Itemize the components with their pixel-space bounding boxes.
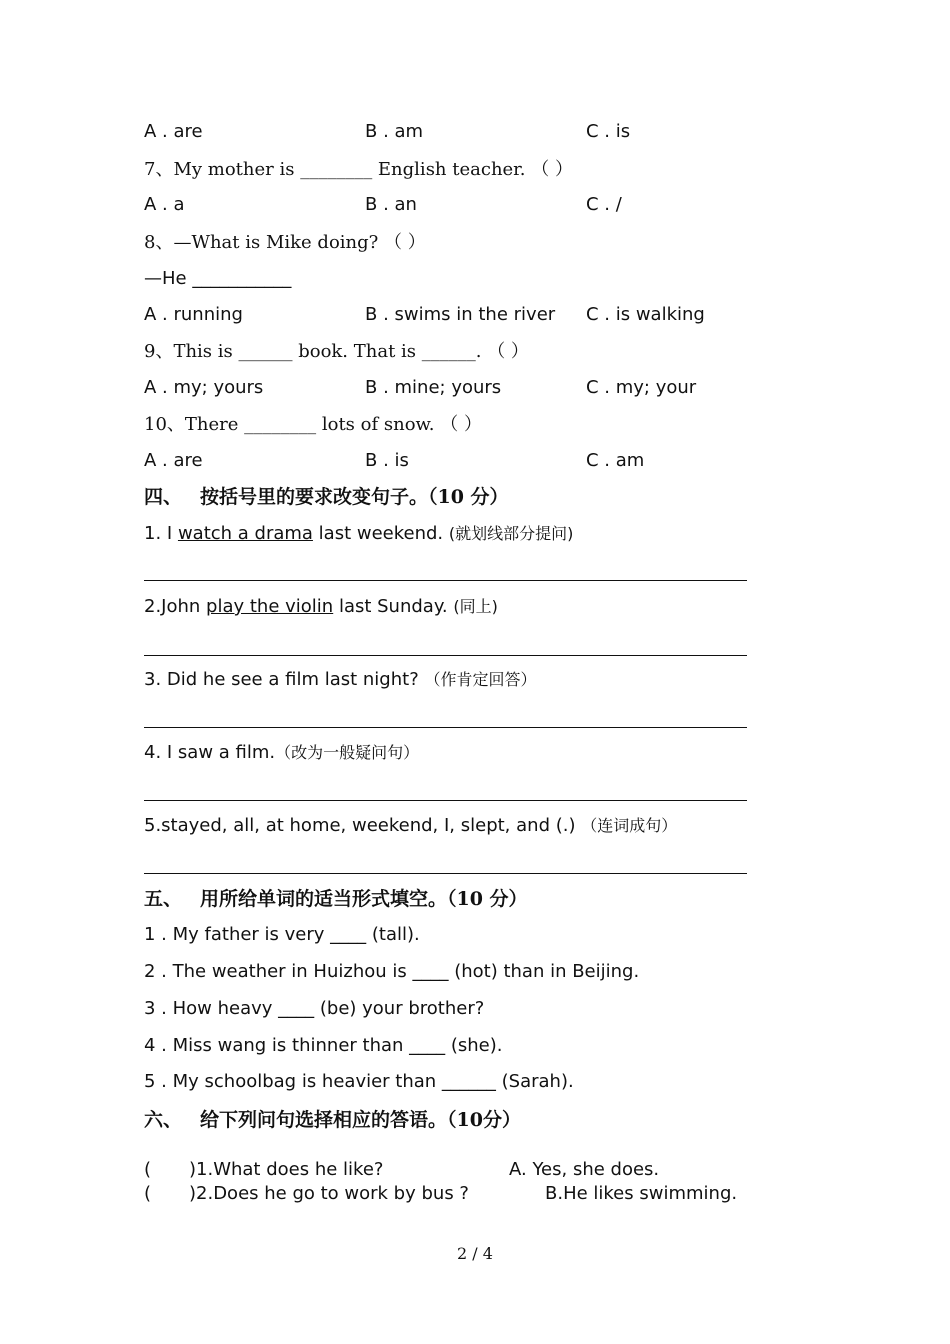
answer-line-4 — [144, 800, 747, 801]
q6-option-a: A . are — [144, 121, 203, 142]
answer-line-1 — [144, 580, 747, 581]
q9-options — [144, 377, 784, 399]
s4-item-5 — [144, 815, 677, 837]
s4-item-1-text: 1. I — [144, 523, 178, 544]
s6-row-2 — [144, 1183, 764, 1205]
section-5-number: 五、 — [144, 888, 183, 910]
q6-options — [144, 121, 784, 143]
s6-row-1-paren: ( — [144, 1159, 152, 1180]
s6-row-2-answer: B.He likes swimming. — [545, 1183, 738, 1204]
s5-item-1: 1 . My father is very ____ (tall). — [144, 924, 420, 945]
q8-option-a: A . running — [144, 304, 243, 325]
s5-item-4: 4 . Miss wang is thinner than ____ (she). — [144, 1035, 503, 1056]
s5-item-5: 5 . My schoolbag is heavier than ______ (Sarah). — [144, 1071, 574, 1092]
s6-row-1-question: )1.What does he like? — [189, 1159, 384, 1180]
s4-item-5-text: 5.stayed, all, at home, weekend, I, slept, and (.) — [144, 815, 582, 836]
q10-option-b: B . is — [365, 450, 409, 471]
s4-item-2-text: 2.John — [144, 596, 207, 617]
section-5-heading — [144, 888, 528, 910]
s4-item-3-text: 3. Did he see a film last night? — [144, 669, 425, 690]
s4-item-2-underlined: play the violin — [206, 596, 334, 617]
s4-item-1-note: (就划线部分提问) — [448, 524, 574, 543]
section-6-heading — [144, 1109, 521, 1131]
q7-options — [144, 194, 784, 216]
s4-item-2-text-end: last Sunday. — [333, 596, 454, 617]
s6-row-1 — [144, 1159, 764, 1181]
s4-item-5-note: （连词成句） — [581, 816, 678, 835]
q8-question: 8、—What is Mike doing? （ ） — [144, 232, 426, 253]
q8-options — [144, 304, 784, 326]
q7-question: 7、My mother is ________ English teacher. （ ） — [144, 159, 573, 180]
section-4-number: 四、 — [144, 486, 183, 508]
s4-item-2 — [144, 596, 498, 618]
section-5-title: 用所给单词的适当形式填空。（10 分） — [200, 888, 528, 910]
s4-item-1-text-end: last weekend. — [312, 523, 449, 544]
s4-item-2-note: (同上) — [453, 597, 498, 616]
q7-option-b: B . an — [365, 194, 417, 215]
s4-item-4 — [144, 742, 419, 764]
section-4-heading — [144, 486, 509, 508]
s4-item-1 — [144, 523, 573, 545]
q6-option-c: C . is — [586, 121, 631, 142]
answer-line-5 — [144, 873, 747, 874]
q9-option-c: C . my; your — [586, 377, 697, 398]
q8-option-c: C . is walking — [586, 304, 705, 325]
s6-row-1-answer: A. Yes, she does. — [509, 1159, 660, 1180]
section-6-number: 六、 — [144, 1109, 183, 1131]
section-4-title: 按括号里的要求改变句子。（10 分） — [200, 486, 509, 508]
q9-option-b: B . mine; yours — [365, 377, 502, 398]
q7-option-a: A . a — [144, 194, 185, 215]
s4-item-4-note: （改为一般疑问句） — [275, 743, 420, 762]
page-number: 2 / 4 — [457, 1244, 493, 1263]
s5-item-2: 2 . The weather in Huizhou is ____ (hot) than in Beijing. — [144, 961, 640, 982]
q10-option-c: C . am — [586, 450, 645, 471]
q8-answer-line: —He ___________ — [144, 268, 292, 289]
s6-row-2-question: )2.Does he go to work by bus ? — [189, 1183, 469, 1204]
q9-question: 9、This is ______ book. That is ______. （ ） — [144, 341, 529, 362]
answer-line-3 — [144, 727, 747, 728]
s4-item-1-underlined: watch a drama — [177, 523, 313, 544]
answer-line-2 — [144, 655, 747, 656]
s4-item-3-note: （作肯定回答） — [424, 670, 537, 689]
section-6-title: 给下列问句选择相应的答语。（10分） — [200, 1109, 521, 1131]
s6-row-2-paren: ( — [144, 1183, 152, 1204]
q10-options — [144, 450, 784, 472]
q6-option-b: B . am — [365, 121, 424, 142]
s4-item-3 — [144, 669, 536, 691]
s5-item-3: 3 . How heavy ____ (be) your brother? — [144, 998, 485, 1019]
q9-option-a: A . my; yours — [144, 377, 264, 398]
q7-option-c: C . / — [586, 194, 622, 215]
s4-item-4-text: 4. I saw a film. — [144, 742, 276, 763]
q10-question: 10、There ________ lots of snow. （ ） — [144, 414, 482, 435]
q10-option-a: A . are — [144, 450, 203, 471]
q8-option-b: B . swims in the river — [365, 304, 556, 325]
